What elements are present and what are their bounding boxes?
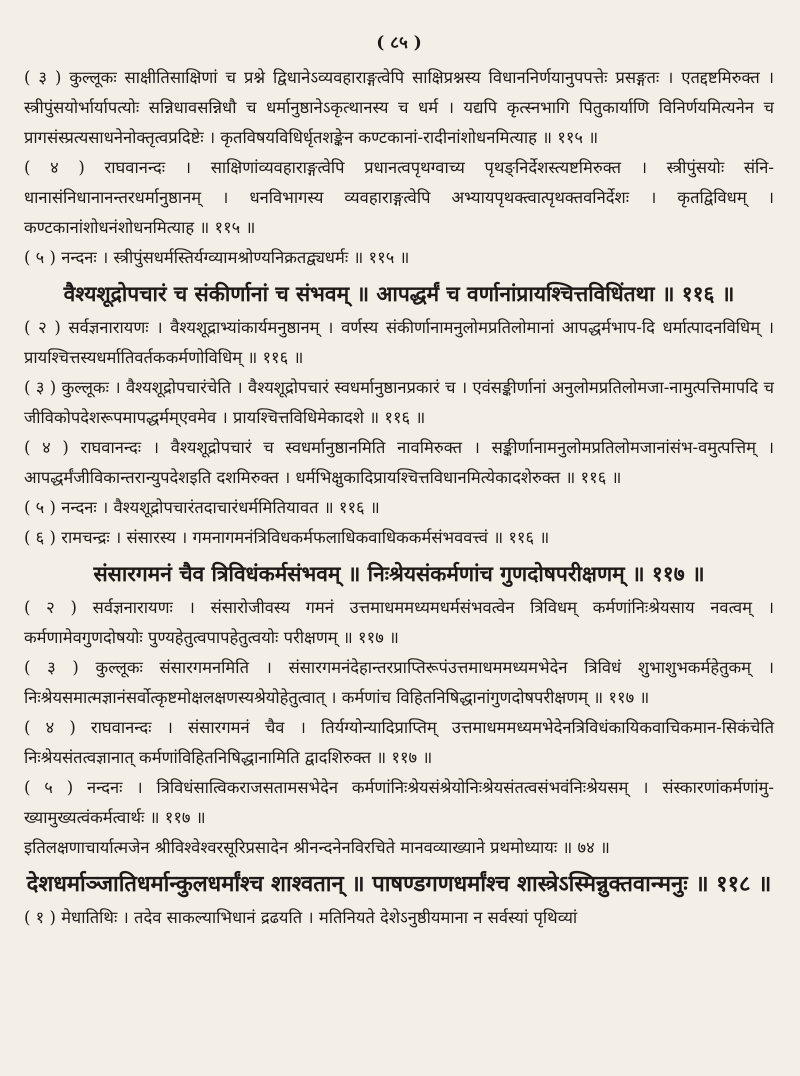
commentary-text: । त्रिविधंसात्विकराजसतामसभेदेन कर्मणांनिःश्रेयसंश्रेयोनिःश्रेयसंतत्वसंभवंनिःश्रेयसम् । संस्कारणांकर्मणांमु-ख्यामुख्यत्वंकर्मत्वार्थः ॥ ११७ ॥ [24,778,774,827]
commentary-paragraph [24,713,774,773]
commentary-text: । संसारोजीवस्य गमनं उत्तमाधममध्यमधर्मसंभवत्वेन त्रिविधम् कर्मणांनिःश्रेयसाय नवत्वम् । कर्मणामेवगुणदोषयोः पुण्यहेतुत्वपापहेतुत्वयोः परीक्षणम् ॥ ११७ ॥ [24,598,774,647]
verse-heading: देशधर्माञ्जातिधर्मान्कुलधर्मांश्च शाश्वतान् ॥ पाषण्डगणधर्मांश्च शास्त्रेऽस्मिन्नुक्तवान्मनुः ॥ ११८ ॥ [26,871,772,897]
commentary-paragraph [24,373,774,433]
commentator-label: ( ४ ) राघवानन्दः [24,438,142,457]
commentary-paragraph [24,63,774,153]
commentary-text: । तदेव साकल्याभिधानं द्रढयति । मतिनियते देशेऽनुष्ठीयमाना न सर्वस्यां पृथिव्यां [117,908,578,927]
commentary-paragraph [24,153,774,243]
commentary-paragraph [24,433,774,493]
page-number: ( ८५ ) [376,33,422,53]
commentary-text: । साक्षिणांव्यवहाराङ्गत्वेपि प्रधानत्वपृथग्वाच्य पृथङ्‌निर्देशस्त्यष्टमिरुक्त । स्त्रीपुंसयोः संनि-धानासंनिधानानन्तरधर्मानुष्ठानम् । धनविभागस्य व्यवहाराङ्गत्वेपि अभ्यायपृथक्त्वात्पृथक्तवनिर्देशः । कृतद्विविधम् । कण्टकानांशोधनंशोधनमित्याह ॥ ११५ ॥ [24,158,774,237]
commentary-text: । वैश्यशूद्रोपचारंचेति । वैश्यशूद्रोपचारं स्वधर्मानुष्ठानप्रकारं च । एवंसङ्कीर्णानां अनुलोमप्रतिलोमजा-नामुत्पत्तिमापदि च जीविकोपदेशरूपमापद्धर्मम्एवमेव । प्रायश्चित्तविधिमेकादशे ॥ ११६ ॥ [24,378,774,427]
page-content [24,63,774,933]
commentary-text: । संसारस्य । गमनागमनंत्रिविधकर्मफलाधिकवाधिककर्मसंभववत्त्वं ॥ ११६ ॥ [109,528,550,547]
commentator-label: ( ६ ) रामचन्द्रः [24,528,110,547]
commentator-label: ( २ ) सर्वज्ञनारायणः [24,318,149,337]
commentator-label: ( ४ ) राघवानन्दः [24,158,166,177]
commentator-label: ( ५ ) नन्दनः [24,248,97,267]
verse-heading: वैश्यशूद्रोपचारं च संकीर्णानां च संभवम् ॥ आपद्धर्मं च वर्णानांप्रायश्चित्तविधिंतथा ॥ ११६ ॥ [63,281,735,306]
commentary-text: । संसारगमनं चैव । तिर्यग्योन्यादिप्राप्तिम् उत्तमाधममध्यमभेदेनत्रिविधंकायिकवाचिकमान-सिकंचेति निःश्रेयसंतत्वज्ञानात् कर्मणांविहितनिषिद्धानामिति द्वादशिरुक्त ॥ ११७ ॥ [24,718,774,767]
commentary-paragraph [24,593,774,653]
commentary-paragraph [24,523,774,553]
commentary-text: संसारगमनमिति । संसारगमनंदेहान्तरप्राप्तिरूपंउत्तमाधममध्यमभेदेन त्रिविधं शुभाशुभकर्महेतुकम् । निःश्रेयसमात्मज्ञानंसर्वोत्कृष्टमोक्षलक्षणस्यश्रेयोहेतुत्वात् । कर्मणांच विहितनिषिद्धानांगुणदोषपरीक्षणम् ॥ ११७ ॥ [24,658,774,707]
commentary-text: । वैश्यशूद्रोपचारं च स्वधर्मानुष्ठानमिति नावमिरुक्त । सङ्कीर्णानामनुलोमप्रतिलोमजानांसंभ-वमुत्पत्तिम् । आपद्धर्मंजीविकान्तरान्युपदेशइति दशमिरुक्त । धर्मभिक्षुकादिप्रायश्चित्तविधानमित्येकादशेरुक्त ॥ ११६ ॥ [24,438,774,487]
commentary-paragraph [24,653,774,713]
commentator-label: ( ३ ) कुल्लूकः [24,68,117,87]
commentator-label: ( ३ ) कुल्लूकः [24,658,143,677]
commentator-label: ( १ ) मेधातिथिः [24,908,118,927]
commentary-paragraph [24,833,774,863]
commentator-label: ( ५ ) नन्दनः [24,778,123,797]
commentary-text: । स्त्रीपुंसधर्मस्तिर्यग्व्यामश्रोण्यनिक्रतद्व्यधर्मः ॥ ११५ ॥ [96,248,410,267]
commentator-label: ( ३ ) कुल्लूकः [24,378,109,397]
commentary-paragraph [24,773,774,833]
commentary-text: । वैश्यशूद्रोपचारंतदाचारंधर्ममितियावत ॥ ११६ ॥ [96,498,380,517]
commentary-paragraph [24,313,774,373]
verse-heading: संसारगमनं चैव त्रिविधंकर्मसंभवम् ॥ निःश्रेयसंकर्मणांच गुणदोषपरीक्षणम् ॥ ११७ ॥ [93,561,705,586]
commentary-text: इतिलक्षणाचार्यात्मजेन श्रीविश्वेश्वरसूरिप्रसादेन श्रीनन्दनेनविरचिते मानवव्याख्याने प्रथमोध्यायः ॥ ७४ ॥ [24,838,610,857]
commentator-label: ( २ ) सर्वज्ञनारायणः [24,598,173,617]
commentator-label: ( ५ ) नन्दनः [24,498,97,517]
commentary-text: साक्षीतिसाक्षिणां च प्रश्ने द्विधानेऽव्यवहाराङ्गत्वेपि साक्षिप्रश्नस्य विधाननिर्णयानुपपत्तेः प्रसङ्गतः । एतद्दष्टमिरुक्त । स्त्रीपुंसयोर्भार्यापत्योः सन्निधावसन्निधौ च धर्मानुष्ठानेऽकृत्थानस्य च धर्म । यद्यपि कृत्स्नभागि पितुकार्याणि विनिर्णयमित्यनेन च प्रागसंस्प्रत्यसाधनेनोक्तृत्वप्रदिष्टेः । कृतविषयविधिर्धृतशङ्केन कण्टकानां-रादीनांशोधनमित्याह ॥ ११५ ॥ [24,68,774,147]
commentary-text: । वैश्यशूद्राभ्यांकार्यमनुष्ठानम् । वर्णस्य संकीर्णानामनुलोमप्रतिलोमानां आपद्धर्मभाप-दि धर्मात्पादनविधिम् । प्रायश्चित्तस्यधर्मातिवर्तककर्मणोविधिम् ॥ ११६ ॥ [24,318,774,367]
commentary-paragraph [24,243,774,273]
commentator-label: ( ४ ) राघवानन्दः [24,718,152,737]
commentary-paragraph [24,493,774,523]
commentary-paragraph [24,903,774,933]
